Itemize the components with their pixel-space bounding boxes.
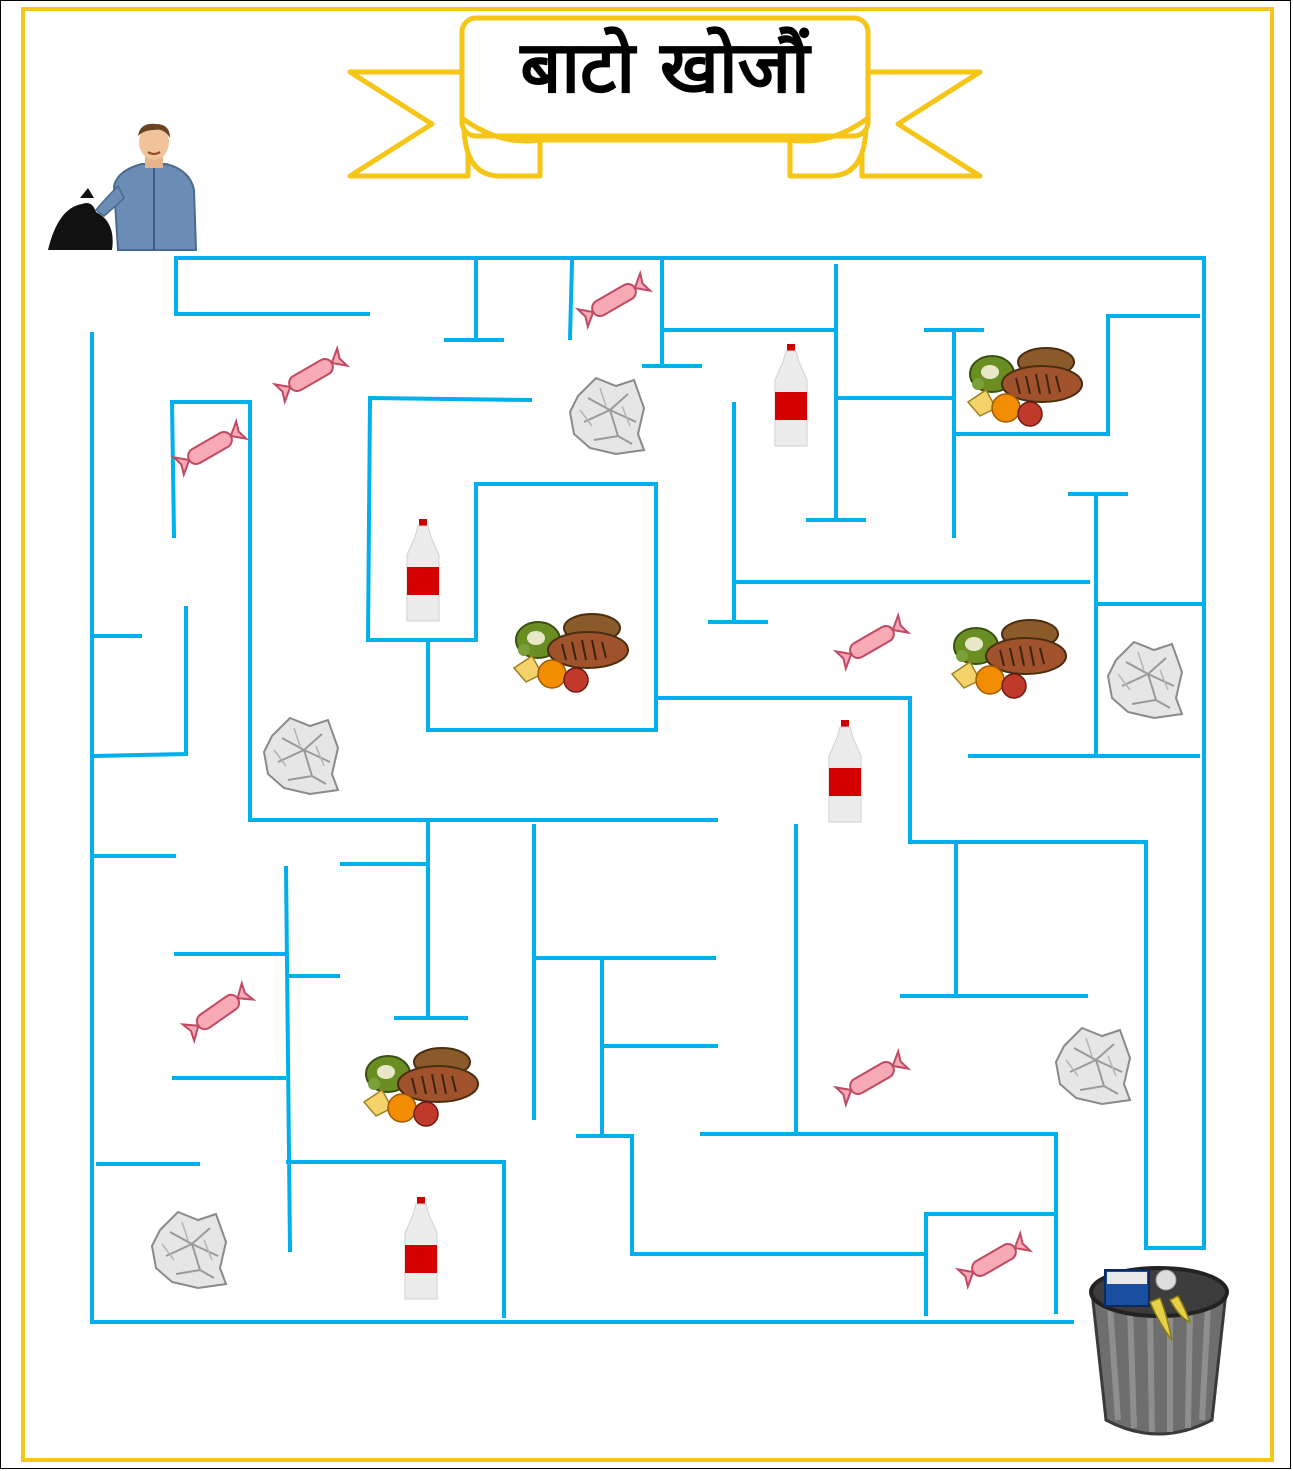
plastic-bottle-icon <box>775 344 807 446</box>
candy-icon <box>836 615 908 668</box>
man-with-garbage-bag-icon <box>48 124 196 250</box>
crumpled-paper-icon <box>570 378 644 454</box>
plastic-bottle-icon <box>405 1197 437 1299</box>
plastic-bottle-icon <box>407 519 439 621</box>
candy-icon <box>183 983 253 1041</box>
crumpled-paper-icon <box>1108 642 1182 718</box>
candy-icon <box>275 348 347 401</box>
crumpled-paper-icon <box>152 1212 226 1288</box>
candy-icon <box>836 1051 908 1104</box>
page-title: बाटो खोजौं <box>520 25 810 109</box>
candy-icon <box>174 421 246 474</box>
candy-icon <box>578 273 650 326</box>
trash-can-icon <box>1091 1268 1227 1434</box>
food-waste-icon <box>364 1048 478 1126</box>
food-waste-icon <box>514 614 628 692</box>
food-waste-icon <box>968 348 1082 426</box>
crumpled-paper-icon <box>264 718 338 794</box>
candy-icon <box>958 1233 1030 1286</box>
food-waste-icon <box>952 620 1066 698</box>
crumpled-paper-icon <box>1056 1028 1130 1104</box>
plastic-bottle-icon <box>829 720 861 822</box>
